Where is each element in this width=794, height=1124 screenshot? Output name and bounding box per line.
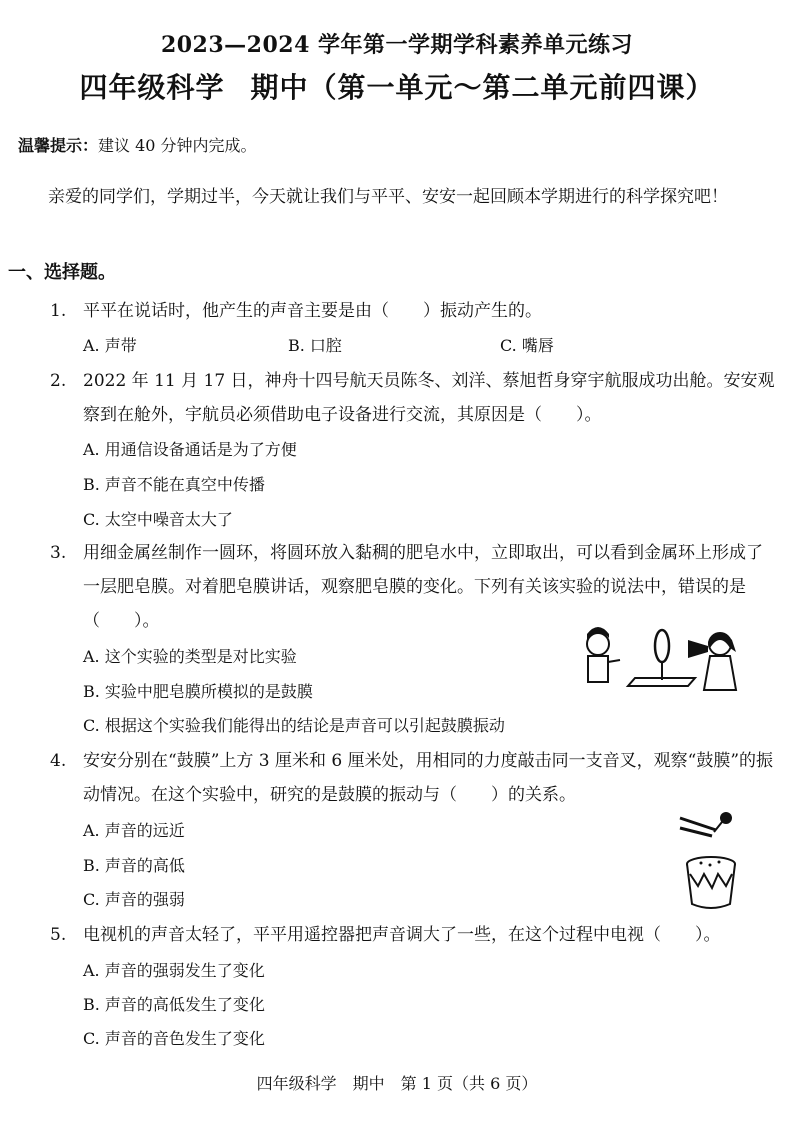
option-a: A. 这个实验的类型是对比实验 <box>83 647 297 666</box>
option-c: C. 声音的强弱 <box>83 890 185 909</box>
option-c: C. 太空中噪音太大了 <box>83 510 233 529</box>
option-c: C. 根据这个实验我们能得出的结论是声音可以引起鼓膜振动 <box>83 716 505 735</box>
question-1 <box>50 294 775 328</box>
question-4 <box>50 744 775 812</box>
option-b: B. 实验中肥皂膜所模拟的是鼓膜 <box>83 682 313 701</box>
option-a: A. 声音的强弱发生了变化 <box>83 961 265 980</box>
option-c: C. 嘴唇 <box>500 336 554 355</box>
tip-label: 温馨提示： <box>18 136 99 155</box>
option-b: B. 口腔 <box>288 336 342 355</box>
soap-film-experiment-illustration <box>580 618 750 698</box>
option-a: A. 声音的远近 <box>83 821 185 840</box>
option-c: C. 声音的音色发生了变化 <box>83 1029 265 1048</box>
question-stem: 平平在说话时，他产生的声音主要是由（ ）振动产生的。 <box>83 301 542 321</box>
question-number: 5. <box>50 925 67 945</box>
question-number: 2. <box>50 371 67 391</box>
exam-scope-label: 期中（第一单元～第二单元前四课） <box>250 71 715 104</box>
tip-line <box>18 133 257 156</box>
tuning-fork-drum-illustration <box>676 808 746 912</box>
subject-label: 四年级科学 <box>79 71 225 104</box>
question-number: 3. <box>50 543 67 563</box>
question-stem: 用细金属丝制作一圆环，将圆环放入黏稠的肥皂水中，立即取出，可以看到金属环上形成了一层肥皂膜。对着肥皂膜讲话，观察肥皂膜的变化。下列有关该实验的说法中，错误的是（ ）。 <box>83 543 763 631</box>
section-title: 一、选择题。 <box>8 262 116 283</box>
option-b: B. 声音的高低 <box>83 856 185 875</box>
page-subtitle <box>0 66 794 106</box>
tip-text: 建议 40 分钟内完成。 <box>98 136 257 155</box>
question-stem: 电视机的声音太轻了，平平用遥控器把声音调大了一些，在这个过程中电视（ ）。 <box>83 925 721 945</box>
question-5 <box>50 918 775 952</box>
question-stem: 安安分别在“鼓膜”上方 3 厘米和 6 厘米处，用相同的力度敲击同一支音叉，观察“鼓膜”的振动情况。在这个实验中，研究的是鼓膜的振动与（ ）的关系。 <box>83 751 774 805</box>
option-a: A. 声带 <box>83 336 137 355</box>
question-number: 1. <box>50 301 67 321</box>
question-number: 4. <box>50 751 67 771</box>
option-b: B. 声音的高低发生了变化 <box>83 995 265 1014</box>
question-2 <box>50 364 775 432</box>
question-stem: 2022 年 11 月 17 日，神舟十四号航天员陈冬、刘洋、蔡旭哲身穿宇航服成功出舱。安安观察到在舱外，宇航员必须借助电子设备进行交流，其原因是（ ）。 <box>83 371 775 425</box>
intro-paragraph: 亲爱的同学们，学期过半，今天就让我们与平平、安安一起回顾本学期进行的科学探究吧！ <box>48 187 728 207</box>
page-footer: 四年级科学 期中 第 1 页（共 6 页） <box>256 1074 538 1093</box>
option-b: B. 声音不能在真空中传播 <box>83 475 265 494</box>
page-title: 2023—2024 学年第一学期学科素养单元练习 <box>160 32 634 58</box>
option-a: A. 用通信设备通话是为了方便 <box>83 440 297 459</box>
